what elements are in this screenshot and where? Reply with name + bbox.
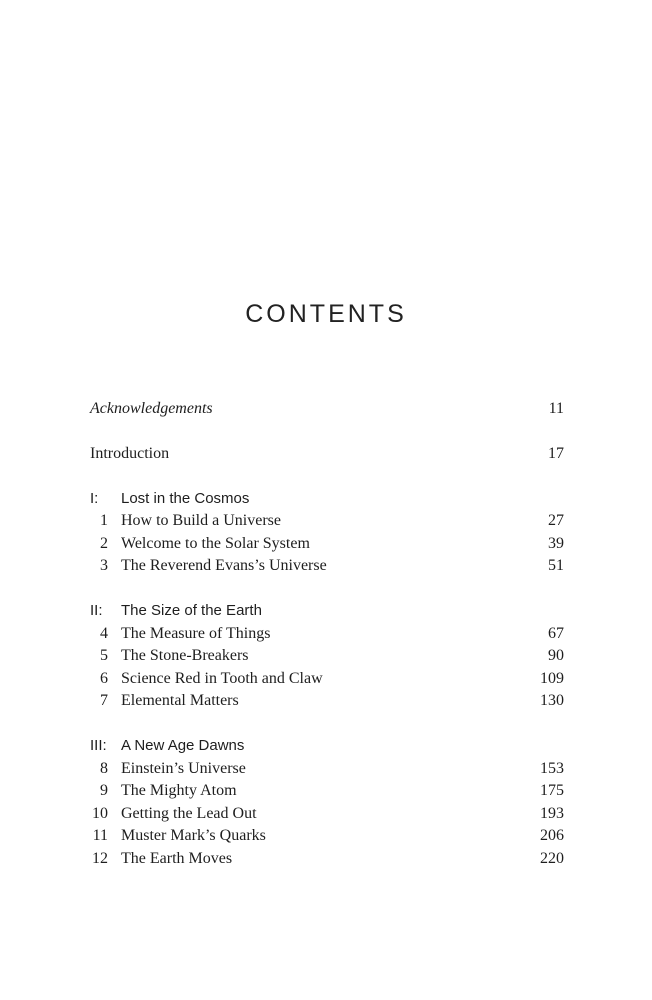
toc-entry-chapter[interactable] [90, 780, 564, 802]
chapter-title: The Earth Moves [121, 850, 233, 867]
chapter-number: 10 [92, 805, 108, 822]
part-numeral: II: [90, 602, 103, 619]
part-numeral: I: [90, 490, 99, 507]
toc-entry-chapter[interactable] [90, 645, 564, 667]
chapter-page-number: 51 [548, 557, 564, 574]
chapter-title: Getting the Lead Out [121, 805, 257, 822]
part-title: The Size of the Earth [121, 602, 262, 619]
chapter-number: 11 [92, 827, 108, 844]
part-numeral: III: [90, 737, 107, 754]
chapter-title: The Measure of Things [121, 625, 271, 642]
toc-entry-chapter[interactable] [90, 533, 564, 555]
toc-entry-introduction[interactable] [90, 443, 564, 465]
chapter-page-number: 90 [548, 647, 564, 664]
chapter-number: 5 [100, 647, 108, 664]
chapter-page-number: 109 [540, 670, 564, 687]
chapter-number: 1 [100, 512, 108, 529]
chapter-page-number: 193 [540, 805, 564, 822]
chapter-page-number: 153 [540, 760, 564, 777]
toc-entry-chapter[interactable] [90, 803, 564, 825]
chapter-page-number: 130 [540, 692, 564, 709]
part-title: A New Age Dawns [121, 737, 245, 754]
toc-entry-chapter[interactable] [90, 623, 564, 645]
chapter-page-number: 175 [540, 782, 564, 799]
chapter-title: The Mighty Atom [121, 782, 237, 799]
chapter-number: 12 [92, 850, 108, 867]
page-title: CONTENTS [245, 300, 407, 328]
toc-entry-chapter[interactable] [90, 555, 564, 577]
entry-title: Introduction [90, 445, 170, 462]
chapter-title: How to Build a Universe [121, 512, 281, 529]
chapter-title: The Stone-Breakers [121, 647, 249, 664]
chapter-title: Science Red in Tooth and Claw [121, 670, 323, 687]
part-title: Lost in the Cosmos [121, 490, 250, 507]
chapter-page-number: 67 [548, 625, 564, 642]
chapter-title: Elemental Matters [121, 692, 239, 709]
chapter-page-number: 206 [540, 827, 564, 844]
chapter-number: 4 [100, 625, 108, 642]
chapter-number: 8 [100, 760, 108, 777]
chapter-title: Einstein’s Universe [121, 760, 246, 777]
toc-entry-chapter[interactable] [90, 510, 564, 532]
chapter-number: 2 [100, 535, 108, 552]
toc-entry-chapter[interactable] [90, 758, 564, 780]
chapter-number: 6 [100, 670, 108, 687]
chapter-page-number: 27 [548, 512, 564, 529]
part-heading-3 [90, 735, 564, 757]
part-heading-2 [90, 600, 564, 622]
chapter-number: 9 [100, 782, 108, 799]
toc-entry-chapter[interactable] [90, 825, 564, 847]
chapter-title: Welcome to the Solar System [121, 535, 310, 552]
chapter-page-number: 220 [540, 850, 564, 867]
toc-entry-chapter[interactable] [90, 848, 564, 870]
toc-entry-acknowledgements[interactable] [90, 398, 564, 420]
entry-page-number: 17 [548, 445, 564, 462]
chapter-title: The Reverend Evans’s Universe [121, 557, 327, 574]
chapter-page-number: 39 [548, 535, 564, 552]
part-heading-1 [90, 488, 564, 510]
toc-entry-chapter[interactable] [90, 690, 564, 712]
entry-page-number: 11 [548, 400, 564, 417]
chapter-number: 7 [100, 692, 108, 709]
entry-title: Acknowledgements [90, 400, 213, 417]
toc-entry-chapter[interactable] [90, 668, 564, 690]
chapter-title: Muster Mark’s Quarks [121, 827, 266, 844]
chapter-number: 3 [100, 557, 108, 574]
